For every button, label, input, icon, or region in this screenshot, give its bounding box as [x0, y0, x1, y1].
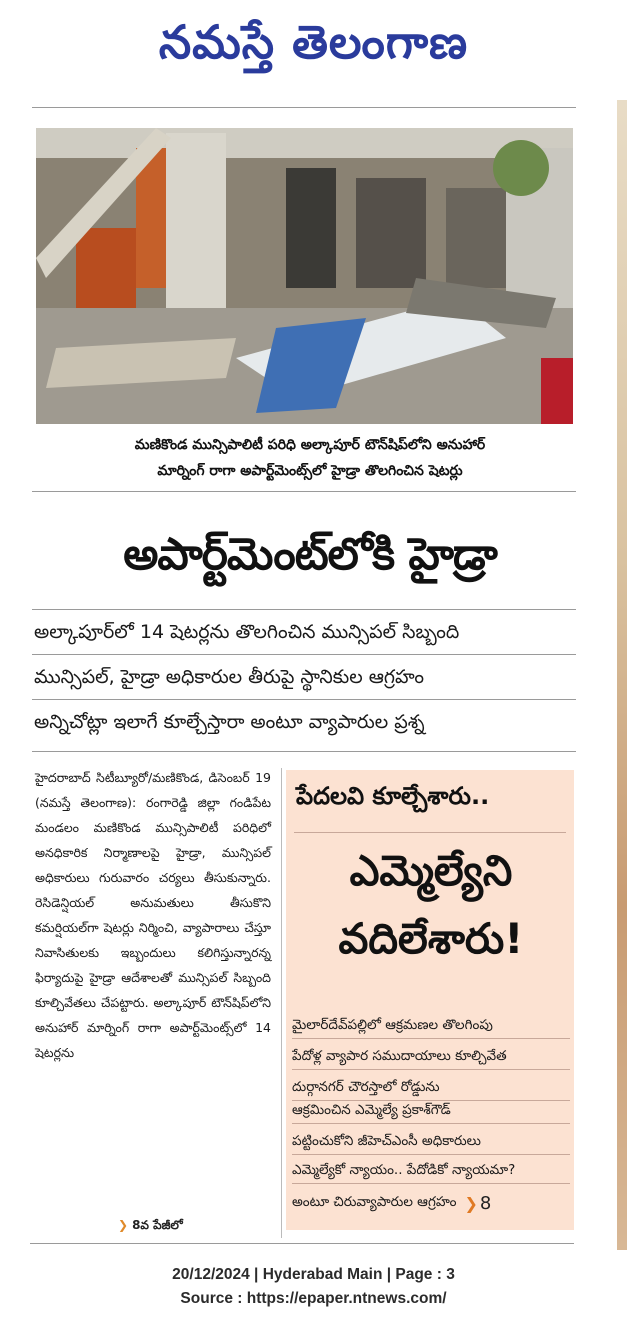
sidebar-box	[286, 770, 574, 1230]
headline: అపార్ట్‌మెంట్‌లోకి హైడ్రా	[123, 529, 497, 580]
caption-line: మార్నింగ్ రాగా అపార్ట్‌మెంట్స్‌లో హైడ్రా తొలగించిన షెటర్లు	[157, 463, 463, 479]
sidebar-title: వదిలేశారు!	[338, 914, 524, 963]
newspaper-logo: నమస్తే తెలంగాణ	[158, 14, 469, 69]
masthead-rule	[32, 107, 576, 108]
source-link[interactable]: Source : https://epaper.ntnews.com/	[180, 1290, 447, 1307]
continued-on-page[interactable]	[118, 1218, 183, 1235]
deck-rule	[32, 751, 576, 752]
deck-line: మున్సిపల్, హైడ్రా అధికారుల తీరుపై స్థానికుల ఆగ్రహం	[34, 666, 425, 688]
bottom-rule	[30, 1243, 574, 1244]
deck-rule	[32, 699, 576, 700]
photo-caption	[40, 432, 580, 484]
deck-line: అన్నిచోట్లా ఇలాగే కూల్చేస్తారా అంటూ వ్యాపారుల ప్రశ్న	[34, 711, 425, 733]
deck-line: అల్కాపూర్‌లో 14 షెటర్లను తొలగించిన మున్సిపల్ సిబ్బంది	[34, 621, 460, 643]
article-paragraph: హైదరాబాద్ సిటీబ్యూరో/మణికొండ, డిసెంబర్ 19 (నమస్తే తెలంగాణ): రంగారెడ్డి జిల్లా గండిపేట మండలం మణికొండ మున్సిపాలిటీ పరిధిలో అనధికారిక నిర్మాణాలపై హైడ్రా, మున్సిపల్ అధికారులు గురువారం చర్యలు తీసుకున్నారు. రెసిడెన్షియల్ అనుమతులు తీసుకొని కమర్షియల్‌గా షెటర్లు నిర్మించి, వ్యాపారాలు చేస్తూ నివాసితులకు ఇబ్బందులు కలిగిస్తున్నారన్న ఫిర్యాదుపై హైడ్రా ఆదేశాలతో మున్సిపల్ సిబ్బంది కూల్చివేతలు చేపట్టారు. అల్కాపూర్ టౌన్‌షిప్‌లోని అనుహార్ మార్నింగ్ రాగా అపార్ట్‌మెంట్స్‌లో 14 షెటర్లను	[35, 770, 271, 1060]
sidebar-point: పట్టించుకోని జీహెచ్‌ఎంసీ అధికారులు	[292, 1133, 570, 1155]
sidebar-point	[292, 1193, 570, 1216]
headline-rule	[32, 609, 576, 610]
sidebar-rule	[294, 832, 566, 833]
page-reference[interactable]: 8	[479, 1193, 492, 1214]
sidebar-point: పేదోళ్ల వ్యాపార సముదాయాలు కూల్చివేత	[292, 1048, 570, 1070]
article-body	[35, 765, 271, 1065]
sidebar-kicker: పేదలవి కూల్చేశారు..	[296, 782, 490, 810]
column-divider	[281, 768, 282, 1238]
arrow-right-icon: ❯	[118, 1218, 129, 1232]
news-photo	[36, 128, 573, 424]
caption-line: మణికొండ మున్సిపాలిటీ పరిధి అల్కాపూర్ టౌన్‌షిప్‌లోని అనుహార్	[134, 437, 486, 453]
continued-label: 8వ పేజీలో	[132, 1218, 183, 1232]
adjacent-page-strip	[617, 100, 627, 1250]
sidebar-title: ఎమ్మెల్యేని	[349, 846, 513, 895]
arrow-right-icon: ❯	[464, 1194, 478, 1213]
sidebar-point: మైలార్‌దేవ్‌పల్లిలో ఆక్రమణల తొలగింపు	[292, 1017, 570, 1039]
deck-rule	[32, 654, 576, 655]
edition-info: 20/12/2024 | Hyderabad Main | Page : 3	[172, 1266, 455, 1283]
masthead	[0, 0, 627, 95]
sidebar-point: ఎమ్మెల్యేకో న్యాయం.. పేదోడికో న్యాయమా?	[292, 1162, 570, 1184]
sidebar-point: ఆక్రమించిన ఎమ్మెల్యే ప్రకాశ్‌గౌడ్	[292, 1102, 570, 1124]
caption-rule	[32, 491, 576, 492]
sidebar-point: దుర్గానగర్ చౌరస్తాలో రోడ్డును	[292, 1079, 570, 1101]
sidebar-point-text: అంటూ చిరువ్యాపారుల ఆగ్రహం	[292, 1194, 457, 1210]
